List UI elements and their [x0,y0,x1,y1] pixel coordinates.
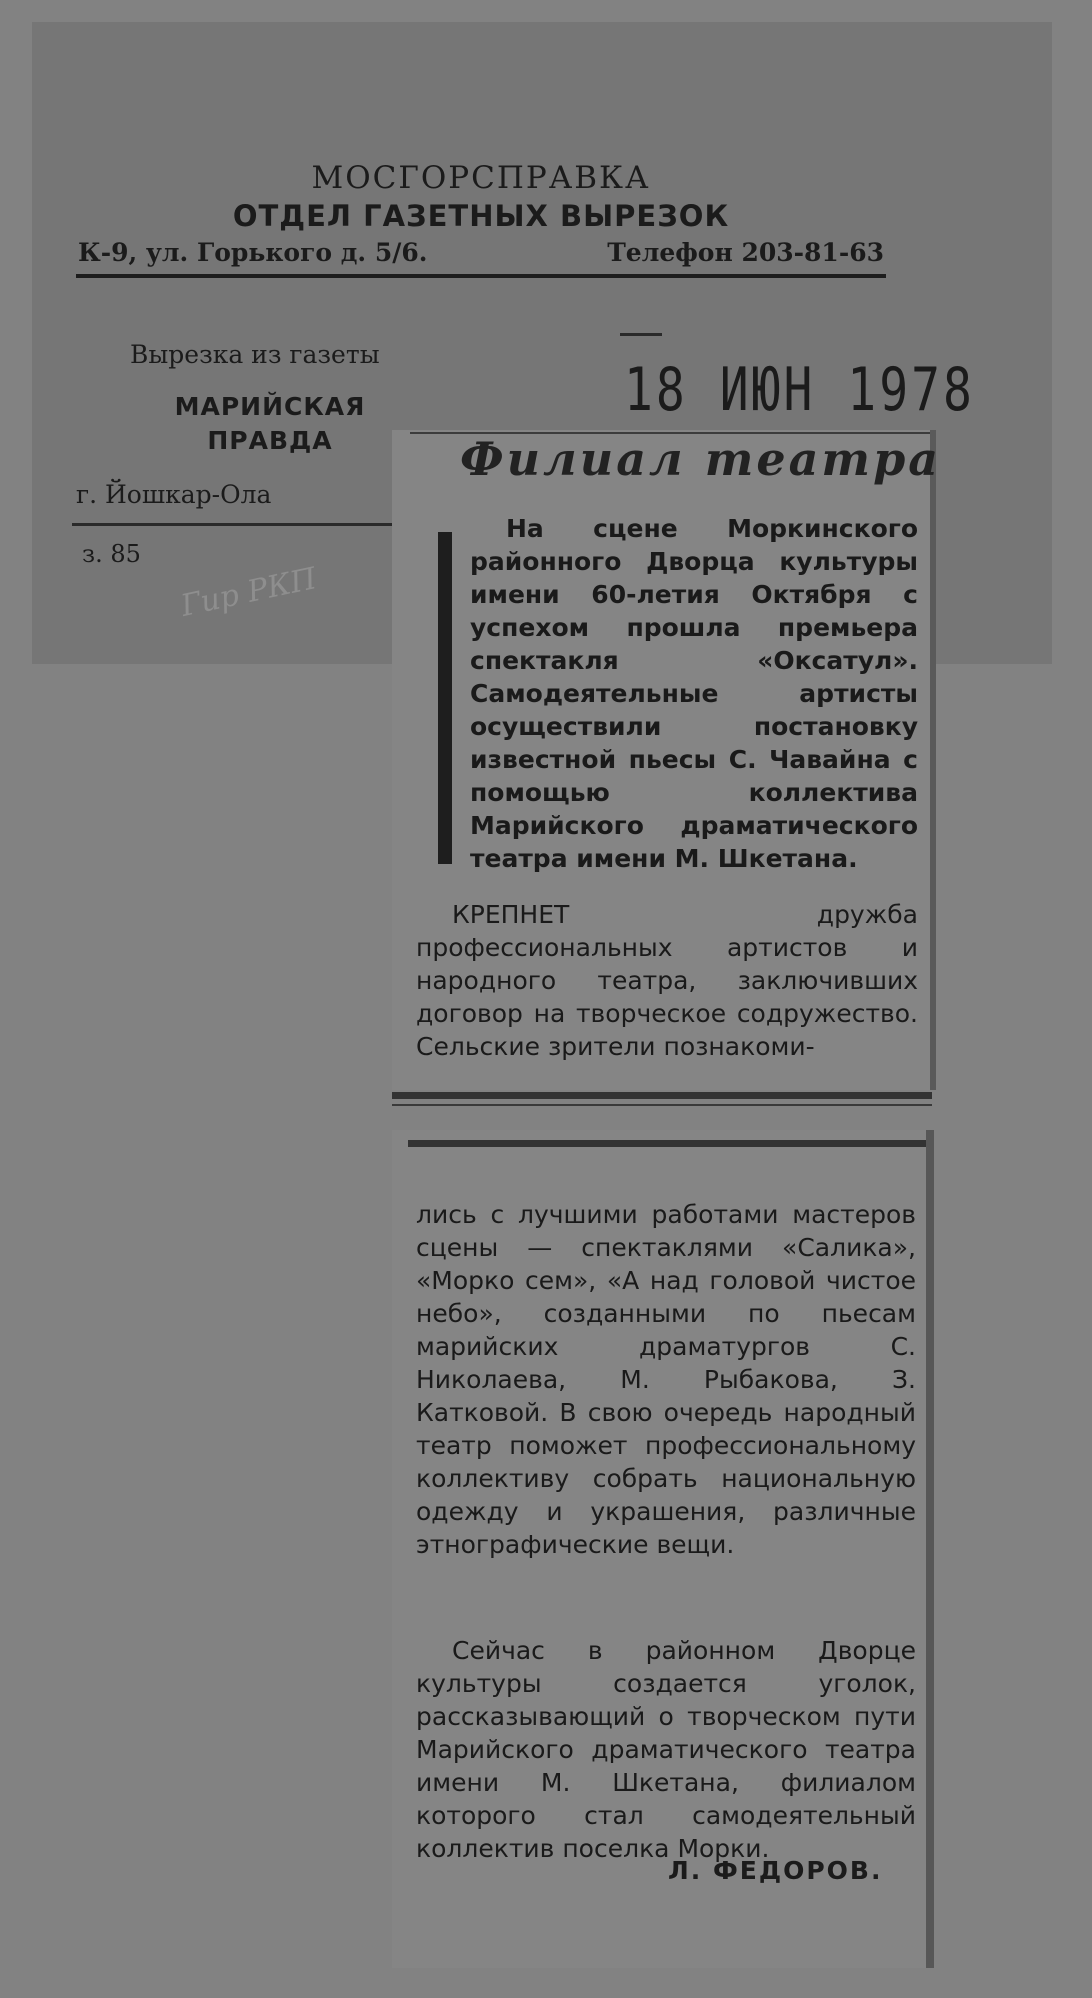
bureau-phone: Телефон 203-81-63 [607,238,884,267]
department-name: ОТДЕЛ ГАЗЕТНЫХ ВЫРЕЗОК [232,199,730,233]
stamp-mark [620,333,662,336]
article-body-part2: лись с лучшими работами мастеров сцены — спектаклями «Салика», «Морко сем», «А над головой чистое небо», созданными по пьесам марийских драматургов С. Николаева, М. Рыбакова, З. Катковой. В свою очередь народный театр поможет профессиональному коллективу собрать национальную одежду и украшения, различные этнографические вещи. [416,1200,916,1559]
lead-marker-bar [438,532,452,864]
clipping-bottom-rule [392,1092,932,1099]
address-line [76,236,886,270]
clipping-label: Вырезка из газеты [130,340,380,369]
date-stamp: 18 ИЮН 1978 [624,355,975,425]
newspaper-name: МАРИЙСКАЯ ПРАВДА [174,392,366,455]
article-body-part3: Сейчас в районном Дворце культуры создается уголок, рассказывающий о творческом пути Марийского драматического театра имени М. Шкетана, филиалом которого стал самодеятельный коллектив поселка Морки. [416,1636,916,1863]
bureau-address: К-9, ул. Горького д. 5/6. [78,238,428,267]
article-title: Филиал театра [460,432,942,486]
handwritten-note: Гир РКП [177,561,320,624]
clipping-top-rule [408,1140,926,1147]
clipping-right-edge-lower [926,1130,934,1968]
article-body-part1: КРЕПНЕТ дружба профессиональных артистов и народного театра, заключивших договор на творческое содружество. Сельские зрители познакоми- [416,900,918,1061]
newspaper-city: г. Йошкар-Ола [76,480,272,509]
clipping-bottom-rule-thin [392,1104,932,1106]
bureau-name: МОСГОРСПРАВКА [311,160,651,196]
clipping-right-edge [930,430,936,1090]
article-author: Л. ФЕДОРОВ. [668,1856,883,1885]
issue-number: з. 85 [82,540,141,568]
city-divider [72,523,407,526]
header-divider [76,274,886,278]
bureau-header [76,160,886,278]
article-lead: На сцене Моркинского районного Дворца культуры имени 60-летия Октября с успехом прошла премьера спектакля «Оксатул». Самодеятельные артисты осуществили постановку известной пьесы С. Чавайна с помощью коллектива Марийского драматического театра имени М. Шкетана. [470,514,918,873]
